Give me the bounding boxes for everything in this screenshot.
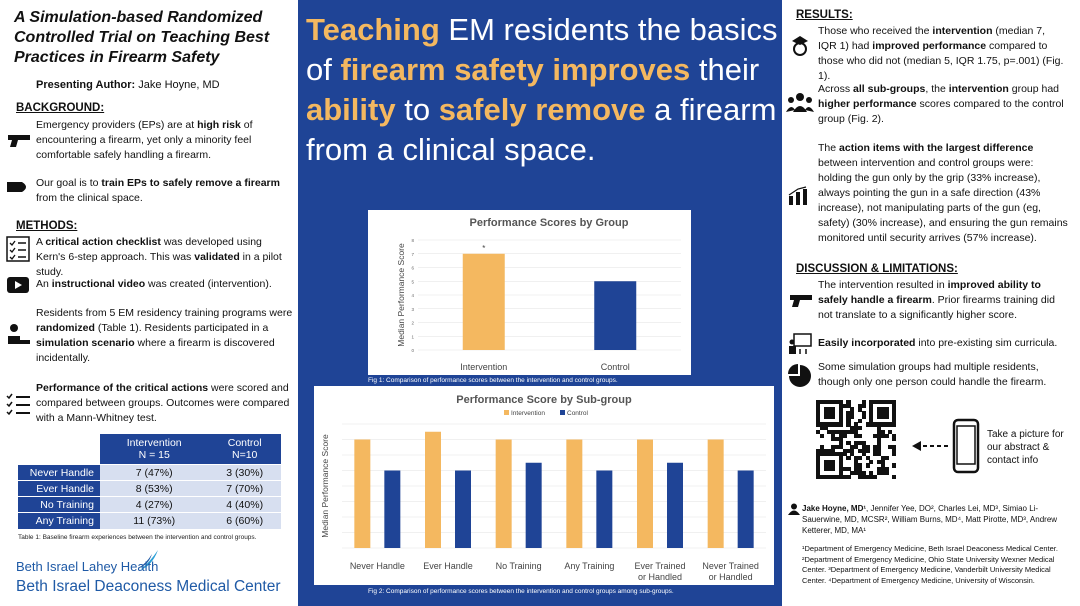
qr-module (892, 475, 896, 479)
qr-module (858, 434, 862, 438)
discussion-heading: DISCUSSION & LIMITATIONS: (796, 263, 958, 275)
table-header-intervention: Intervention N = 15 (100, 434, 208, 465)
x-tick-label: Ever Handle (423, 561, 473, 571)
scoring-list-icon (5, 392, 31, 418)
bar (566, 440, 582, 549)
bar (667, 463, 683, 548)
bar (354, 440, 370, 549)
table-row: Any Training 11 (73%) 6 (60%) (18, 513, 281, 529)
figure-2-caption: Fig 2: Comparison of performance scores between the intervention and control groups among sub-groups. (368, 588, 674, 595)
results-point-2: Across all sub-groups, the intervention group had higher performance scores compared to the control group (Fig. 2). (818, 83, 1064, 125)
qr-module (862, 404, 866, 408)
qr-module (858, 456, 862, 460)
discussion-point-1: The intervention resulted in improved ability to safely handle a firearm. Prior firearms training did not translate to a significantly higher score. (818, 279, 1055, 321)
y-tick-label: 2 (411, 320, 414, 326)
handgun-icon (6, 133, 32, 149)
qr-module (873, 475, 877, 479)
legend-swatch (560, 410, 565, 415)
logo-line-1: Beth Israel Lahey Health (16, 559, 159, 574)
presentation-board-icon (788, 333, 812, 355)
discussion-point-3: Some simulation groups had multiple residents, though only one person could handle the firearm. (818, 361, 1047, 388)
pie-chart-icon (788, 364, 812, 388)
qr-module (892, 452, 896, 456)
background-point-1: Emergency providers (EPs) are at high risk of encountering a firearm, yet only a minority feel comfortable safely handling a firearm. (36, 119, 253, 161)
figure-2-box (314, 386, 774, 585)
qr-module (858, 419, 862, 423)
presenting-author: Presenting Author: Jake Hoyne, MD (36, 79, 220, 91)
headline: Teaching EM residents the basics of firearm safety improves their ability to safely remove a firearm from a clinical space. (306, 12, 778, 167)
y-tick-label: 1 (411, 334, 414, 340)
qr-module (862, 415, 866, 419)
x-tick-label: Never Trained or Handled (702, 561, 759, 582)
video-play-icon (7, 277, 29, 293)
smartphone-icon (952, 418, 980, 474)
figure-2-chart (314, 386, 774, 585)
y-axis-label: Median Performance Score (320, 434, 330, 538)
table-header-control: Control N=10 (208, 434, 281, 465)
qr-module (846, 456, 850, 460)
logo-line-2: Beth Israel Deaconess Medical Center (16, 578, 281, 595)
qr-module (892, 422, 896, 426)
figure-1-box (368, 210, 691, 375)
group-people-icon (786, 92, 814, 114)
bar (384, 471, 400, 549)
qr-module (846, 475, 850, 479)
x-tick-label: No Training (495, 561, 542, 571)
background-point-2: Our goal is to train EPs to safely remove a firearm from the clinical space. (36, 177, 280, 204)
figure-1-caption: Fig 1: Comparison of performance scores between the intervention and control groups. (368, 377, 618, 384)
poster-title: A Simulation-based Randomized Controlled Trial on Teaching Best Practices in Firearm Safety (14, 9, 270, 66)
qr-module (831, 467, 835, 471)
bullet-icon (6, 180, 32, 194)
results-point-3: The action items with the largest difference between intervention and control groups were: holding the gun only by the grip (33% increase), always pointing the gun in a safe direction (43% increase), not manipulating parts of the gun (eg, safety) (30% increase), and ensuring the gun remains monitored until security arrives (57% increase). (818, 142, 1068, 244)
y-tick-label: 3 (411, 306, 414, 312)
simulation-patient-icon (6, 322, 32, 348)
bar (425, 432, 441, 548)
qr-module (839, 422, 843, 426)
qr-code[interactable] (816, 400, 898, 480)
legend-label: Control (567, 410, 588, 417)
y-tick-label: 0 (411, 348, 414, 353)
chart-title: Performance Score by Sub-group (456, 394, 632, 406)
results-point-1: Those who received the intervention (median 7, IQR 1) had improved performance compared to those who did not (median 5, IQR 1.75, p=.001) (Fig. 1). (818, 25, 1064, 82)
discussion-point-2: Easily incorporated into pre-existing sim curricula. (818, 337, 1058, 349)
x-tick-label: Any Training (564, 561, 615, 571)
bar (463, 254, 505, 350)
legend-swatch (504, 410, 509, 415)
x-tick-label: Control (600, 362, 630, 372)
qr-module (885, 415, 889, 419)
qr-module (885, 456, 889, 460)
methods-heading: METHODS: (16, 220, 78, 232)
table-row: No Training 4 (27%) 4 (40%) (18, 497, 281, 513)
y-tick-label: 8 (411, 238, 414, 243)
bar (596, 471, 612, 549)
baseline-table (18, 434, 281, 529)
methods-point-2: An instructional video was created (intervention). (36, 278, 272, 290)
bar (594, 281, 636, 350)
qr-module (869, 460, 873, 464)
qr-module (892, 463, 896, 467)
methods-point-1: A critical action checklist was developed using Kern's 6-step approach. This was validated in a pilot study. (36, 236, 282, 278)
qr-module (885, 471, 889, 475)
student-head-icon (788, 33, 812, 59)
x-tick-label: Intervention (460, 362, 508, 372)
author-list: Jake Hoyne, MD¹, Jennifer Yee, DO², Charles Lei, MD³, Simiao Li-Sauerwine, MD, MCSR², William Burns, MD⁴, Matt Pirotte, MD³, Andrew Ketterer, MD, MA¹ (802, 504, 1058, 535)
background-heading: BACKGROUND: (16, 102, 105, 114)
bar (637, 440, 653, 549)
handgun-icon (788, 293, 814, 309)
x-tick-label: Ever Trained or Handled (634, 561, 686, 582)
arrow-left-icon (912, 440, 950, 452)
chart-title: Performance Scores by Group (469, 217, 629, 229)
qr-module (866, 463, 870, 467)
bar (455, 471, 471, 549)
table-row: Never Handle 7 (47%) 3 (30%) (18, 465, 281, 481)
qr-instruction: Take a picture for our abstract & contact info (987, 429, 1064, 466)
table-row: Ever Handle 8 (53%) 7 (70%) (18, 481, 281, 497)
qr-module (820, 434, 824, 438)
significance-marker: * (482, 243, 486, 253)
methods-point-4: Performance of the critical actions were scored and compared between groups. Outcomes were compared with a Mann-Whitney test. (36, 382, 290, 424)
qr-module (843, 434, 847, 438)
figure-1-chart (368, 210, 691, 375)
bar (738, 471, 754, 549)
x-tick-label: Never Handle (349, 561, 405, 571)
legend-label: Intervention (511, 410, 545, 417)
y-axis-label: Median Performance Score (396, 243, 406, 347)
qr-module (892, 437, 896, 441)
person-icon (788, 503, 800, 515)
affiliations: ¹Department of Emergency Medicine, Beth Israel Deaconess Medical Center. ²Department of Emergency Medicine, Ohio State University Wexner Medical Center. ³Department of Emergency Medicine, Vanderbilt University Medical Center. ⁴Department of Emergency Medicine, University of Wisconsin. (802, 544, 1058, 585)
table-caption: Table 1: Baseline firearm experiences between the intervention and control groups. (18, 534, 257, 541)
bar-chart-icon (788, 186, 812, 206)
bar (708, 440, 724, 549)
y-tick-label: 6 (411, 265, 414, 271)
qr-module (831, 415, 835, 419)
results-heading: RESULTS: (796, 9, 853, 21)
qr-module (866, 449, 870, 453)
qr-module (850, 415, 854, 419)
y-tick-label: 7 (411, 251, 414, 257)
bar (496, 440, 512, 549)
qr-module (858, 426, 862, 430)
bar (526, 463, 542, 548)
methods-point-3: Residents from 5 EM residency training programs were randomized (Table 1). Residents participated in a simulation scenario where a firearm is discovered incidentally. (36, 307, 293, 364)
y-tick-label: 4 (411, 293, 414, 298)
checklist-icon (6, 236, 30, 262)
y-tick-label: 5 (411, 279, 414, 285)
qr-module (885, 434, 889, 438)
